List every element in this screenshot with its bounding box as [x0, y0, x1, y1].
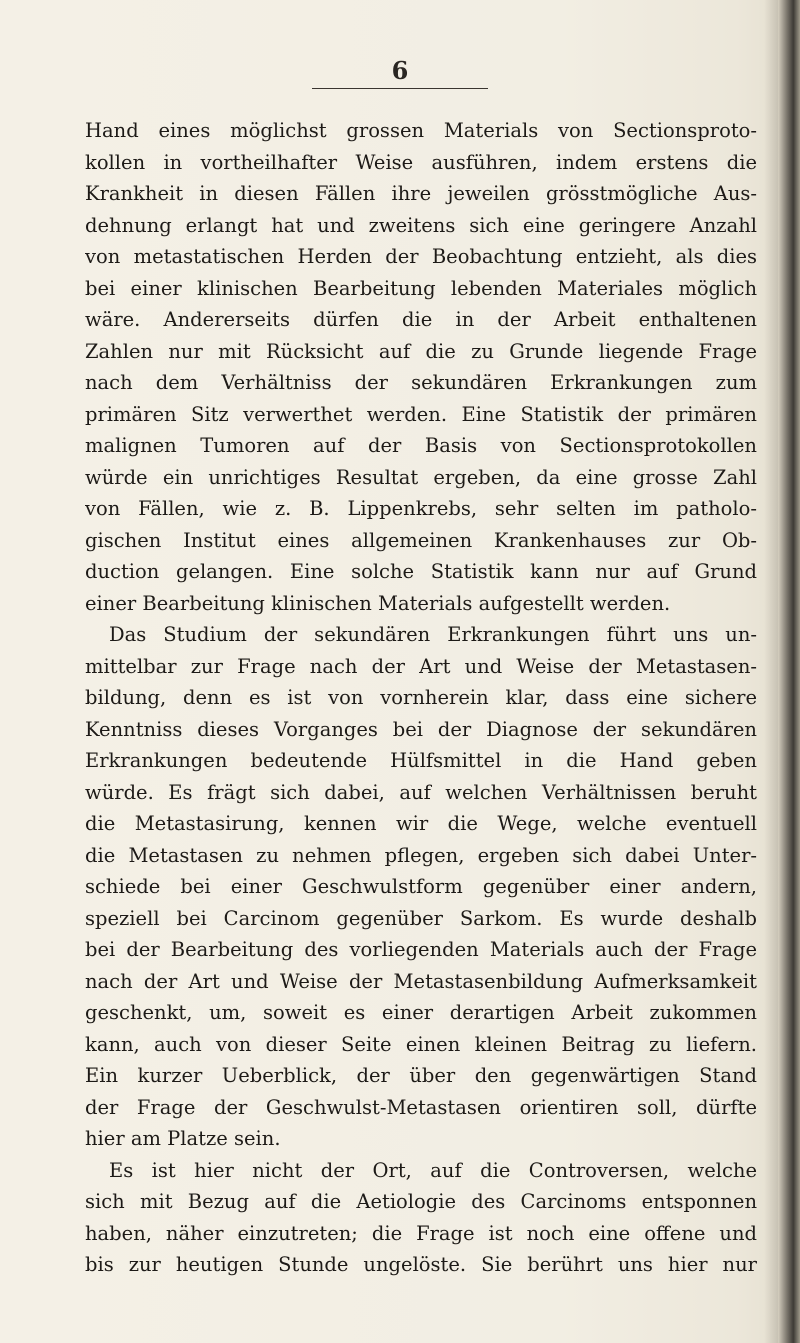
text-line: Es ist hier nicht der Ort, auf die Controversen, welche	[109, 1158, 757, 1182]
text-line: hier am Platze sein.	[85, 1127, 281, 1150]
text-line: primären Sitz verwerthet werden. Eine Statistik der primären	[85, 402, 757, 426]
text-line: der Frage der Geschwulst-Metastasen orientiren soll, dürfte	[85, 1095, 757, 1119]
text-line: würde ein unrichtiges Resultat ergeben, da eine grosse Zahl	[85, 465, 757, 489]
text-line: die Metastasen zu nehmen pflegen, ergeben sich dabei Unter-	[85, 843, 757, 867]
text-line: bei der Bearbeitung des vorliegenden Materials auch der Frage	[85, 938, 757, 961]
text-line: speziell bei Carcinom gegenüber Sarkom. Es wurde deshalb	[85, 906, 757, 930]
text-line: Das Studium der sekundären Erkrankungen führt uns un-	[109, 623, 757, 646]
text-line: einer Bearbeitung klinischen Materials aufgestellt werden.	[85, 591, 671, 615]
text-line: von metastatischen Herden der Beobachtung entzieht, als dies	[85, 245, 757, 268]
text-line: malignen Tumoren auf der Basis von Sectionsprotokollen	[85, 434, 757, 457]
text-line: kann, auch von dieser Seite einen kleinen Beitrag zu liefern.	[85, 1032, 757, 1056]
text-line: Ein kurzer Ueberblick, der über den gegenwärtigen Stand	[85, 1064, 757, 1087]
text-line: von Fällen, wie z. B. Lippenkrebs, sehr selten im patholo-	[85, 497, 757, 520]
text-line: bildung, denn es ist von vornherein klar, dass eine sichere	[85, 686, 757, 709]
text-line: kollen in vortheilhafter Weise ausführen, indem erstens die	[85, 150, 757, 174]
text-line: nach dem Verhältniss der sekundären Erkrankungen zum	[85, 371, 757, 394]
text-line: wäre. Andererseits dürfen die in der Arbeit enthaltenen	[85, 308, 757, 331]
text-line: Zahlen nur mit Rücksicht auf die zu Grunde liegende Frage	[85, 339, 757, 363]
text-line: sich mit Bezug auf die Aetiologie des Carcinoms entsponnen	[85, 1190, 757, 1213]
page-number-rule	[312, 88, 488, 89]
text-line: duction gelangen. Eine solche Statistik kann nur auf Grund	[85, 560, 757, 583]
text-line: Hand eines möglichst grossen Materials von Sectionsproto-	[85, 119, 757, 142]
text-line: Erkrankungen bedeutende Hülfsmittel in die Hand geben	[85, 749, 757, 772]
text-line: haben, näher einzutreten; die Frage ist noch eine offene und	[85, 1221, 757, 1245]
text-line: Kenntniss dieses Vorganges bei der Diagnose der sekundären	[85, 717, 757, 741]
body-text	[85, 115, 757, 1281]
text-line: gischen Institut eines allgemeinen Krankenhauses zur Ob-	[85, 528, 757, 552]
page-number: 6	[391, 56, 409, 85]
text-line: geschenkt, um, soweit es einer derartigen Arbeit zukommen	[85, 1001, 757, 1024]
page-gutter-shadow	[764, 0, 778, 1343]
text-line: die Metastasirung, kennen wir die Wege, welche eventuell	[85, 812, 757, 835]
text-line: dehnung erlangt hat und zweitens sich eine geringere Anzahl	[85, 213, 757, 237]
text-line: nach der Art und Weise der Metastasenbildung Aufmerksamkeit	[85, 969, 757, 993]
text-line: mittelbar zur Frage nach der Art und Weise der Metastasen-	[85, 654, 757, 678]
text-line: Krankheit in diesen Fällen ihre jeweilen grösstmögliche Aus-	[85, 182, 757, 205]
text-line: würde. Es frägt sich dabei, auf welchen Verhältnissen beruht	[85, 780, 757, 804]
book-spine-edge	[778, 0, 800, 1343]
text-line: bis zur heutigen Stunde ungelöste. Sie berührt uns hier nur	[85, 1253, 757, 1276]
text-line: bei einer klinischen Bearbeitung lebenden Materiales möglich	[85, 276, 757, 300]
text-line: schiede bei einer Geschwulstform gegenüber einer andern,	[85, 875, 757, 898]
